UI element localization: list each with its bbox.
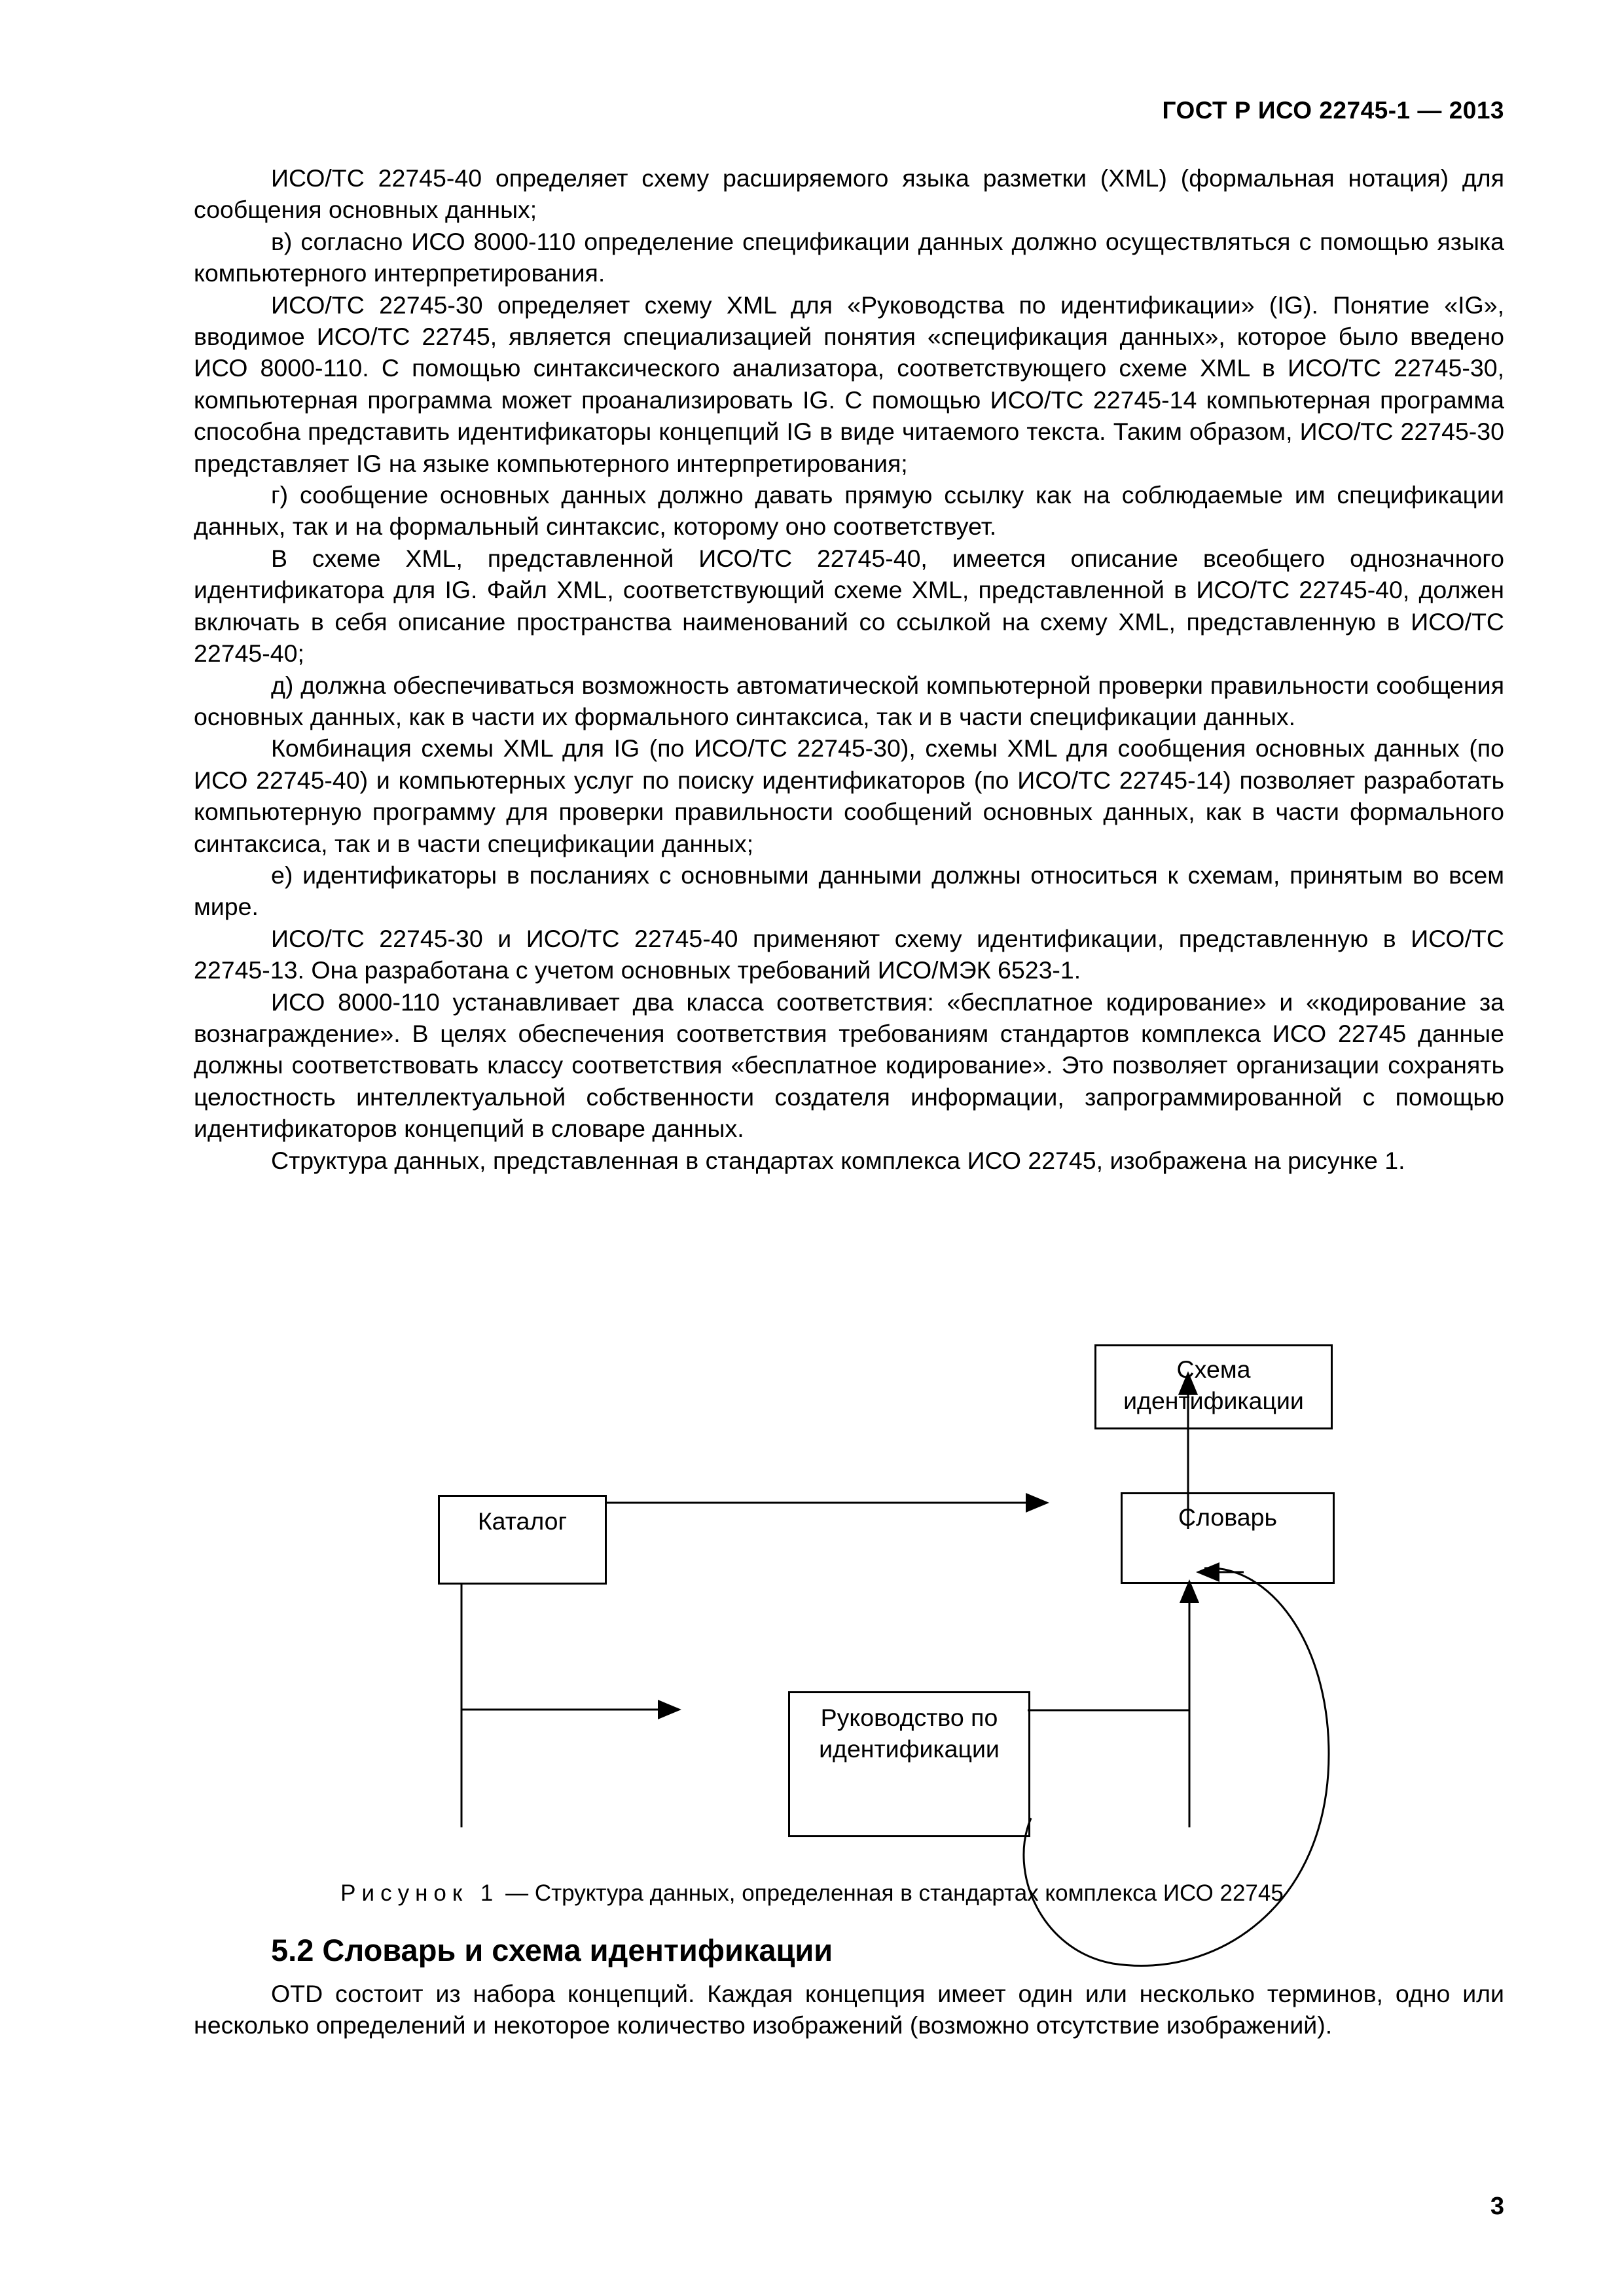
paragraph: OTD состоит из набора концепций. Каждая концепция имеет один или несколько терминов, одно или несколько определений и некоторое количество изображений (возможно отсутствие изображений). bbox=[194, 1980, 1504, 2039]
body-text bbox=[194, 162, 1504, 1176]
scheme-label-line: Схема bbox=[1176, 1355, 1251, 1383]
paragraph: Комбинация схемы XML для IG (по ИСО/ТС 22745-30), схемы XML для сообщения основных данных (по ИСО 22745-40) и компьютерных услуг по поиску идентификаторов (по ИСО/ТС 22745-14) позволяет разработать компьютерную программу для проверки правильности сообщений основных данных, как в части формального синтаксиса, так и в части спецификации данных; bbox=[194, 734, 1504, 857]
scheme-label-line: идентификации bbox=[1123, 1387, 1304, 1414]
paragraph: ИСО 8000-110 устанавливает два класса соответствия: «бесплатное кодирование» и «кодирование за вознаграждение». В целях обеспечения соответствия требованиям стандартов комплекса ИСО 22745 данные должны соответствовать классу соответствия «бесплатное кодирование». Это позволяет организации сохранять целостность интеллектуальной собственности создателя информации, запрограммированной с помощью идентификаторов концепций в словаре данных. bbox=[194, 988, 1504, 1143]
caption-prefix: Рисунок 1 bbox=[340, 1880, 499, 1906]
dictionary-label: Словарь bbox=[1178, 1503, 1277, 1531]
guide-label-line: Руководство по bbox=[820, 1704, 998, 1731]
guide-label-line: идентификации bbox=[819, 1735, 1000, 1763]
paragraph: в) согласно ИСО 8000-110 определение спецификации данных должно осуществляться с помощью языка компьютерного интерпретирования. bbox=[194, 227, 1504, 287]
caption-text: — Структура данных, определенная в стандартах комплекса ИСО 22745 bbox=[499, 1880, 1284, 1906]
paragraph: В схеме XML, представленной ИСО/ТС 22745-40, имеется описание всеобщего однозначного идентификатора для IG. Файл XML, соответствующий схеме XML, представленной в ИСО/ТС 22745-40, должен включать в себя описание пространства наименований со ссылкой на схему XML, представленную в ИСО/ТС 22745-40; bbox=[194, 544, 1504, 668]
page-number: 3 bbox=[1490, 2193, 1504, 2220]
figure-caption bbox=[0, 1880, 1624, 1907]
paragraph: ИСО/ТС 22745-30 и ИСО/ТС 22745-40 применяют схему идентификации, представленную в ИСО/ТС 22745-13. Она разработана с учетом основных требований ИСО/МЭК 6523-1. bbox=[194, 924, 1504, 984]
section-title: 5.2 Словарь и схема идентификации bbox=[271, 1933, 833, 1967]
section-text bbox=[194, 1978, 1504, 2041]
guide-label bbox=[788, 1702, 1030, 1765]
document-header: ГОСТ Р ИСО 22745-1 — 2013 bbox=[1162, 97, 1504, 124]
paragraph: е) идентификаторы в посланиях с основными данными должны относиться к схемам, принятым во всем мире. bbox=[194, 861, 1504, 921]
paragraph: ИСО/ТС 22745-40 определяет схему расширяемого языка разметки (XML) (формальная нотация) для сообщения основных данных; bbox=[194, 164, 1504, 224]
catalog-label: Каталог bbox=[477, 1507, 568, 1535]
paragraph: Структура данных, представленная в стандартах комплекса ИСО 22745, изображена на рисунке 1. bbox=[271, 1146, 1405, 1174]
paragraph: ИСО/ТС 22745-30 определяет схему XML для «Руководства по идентификации» (IG). Понятие «IG», вводимое ИСО/ТС 22745, является специализацией понятия «спецификация данных», которое было введено ИСО 8000-110. С помощью синтаксического анализатора, соответствующего схеме XML в ИСО/ТС 22745-30, компьютерная программа может проанализировать IG. С помощью ИСО/ТС 22745-14 компьютерная программа способна представить идентификаторы концепций IG в виде читаемого текста. Таким образом, ИСО/ТС 22745-30 представляет IG на языке компьютерного интерпретирования; bbox=[194, 291, 1504, 477]
scheme-label bbox=[1094, 1354, 1333, 1416]
paragraph: г) сообщение основных данных должно давать прямую ссылку как на соблюдаемые им спецификации данных, так и на формальный синтаксис, которому оно соответствует. bbox=[194, 481, 1504, 541]
paragraph: д) должна обеспечиваться возможность автоматической компьютерной проверки правильности сообщения основных данных, как в части их формального синтаксиса, так и в части спецификации данных. bbox=[194, 671, 1504, 730]
